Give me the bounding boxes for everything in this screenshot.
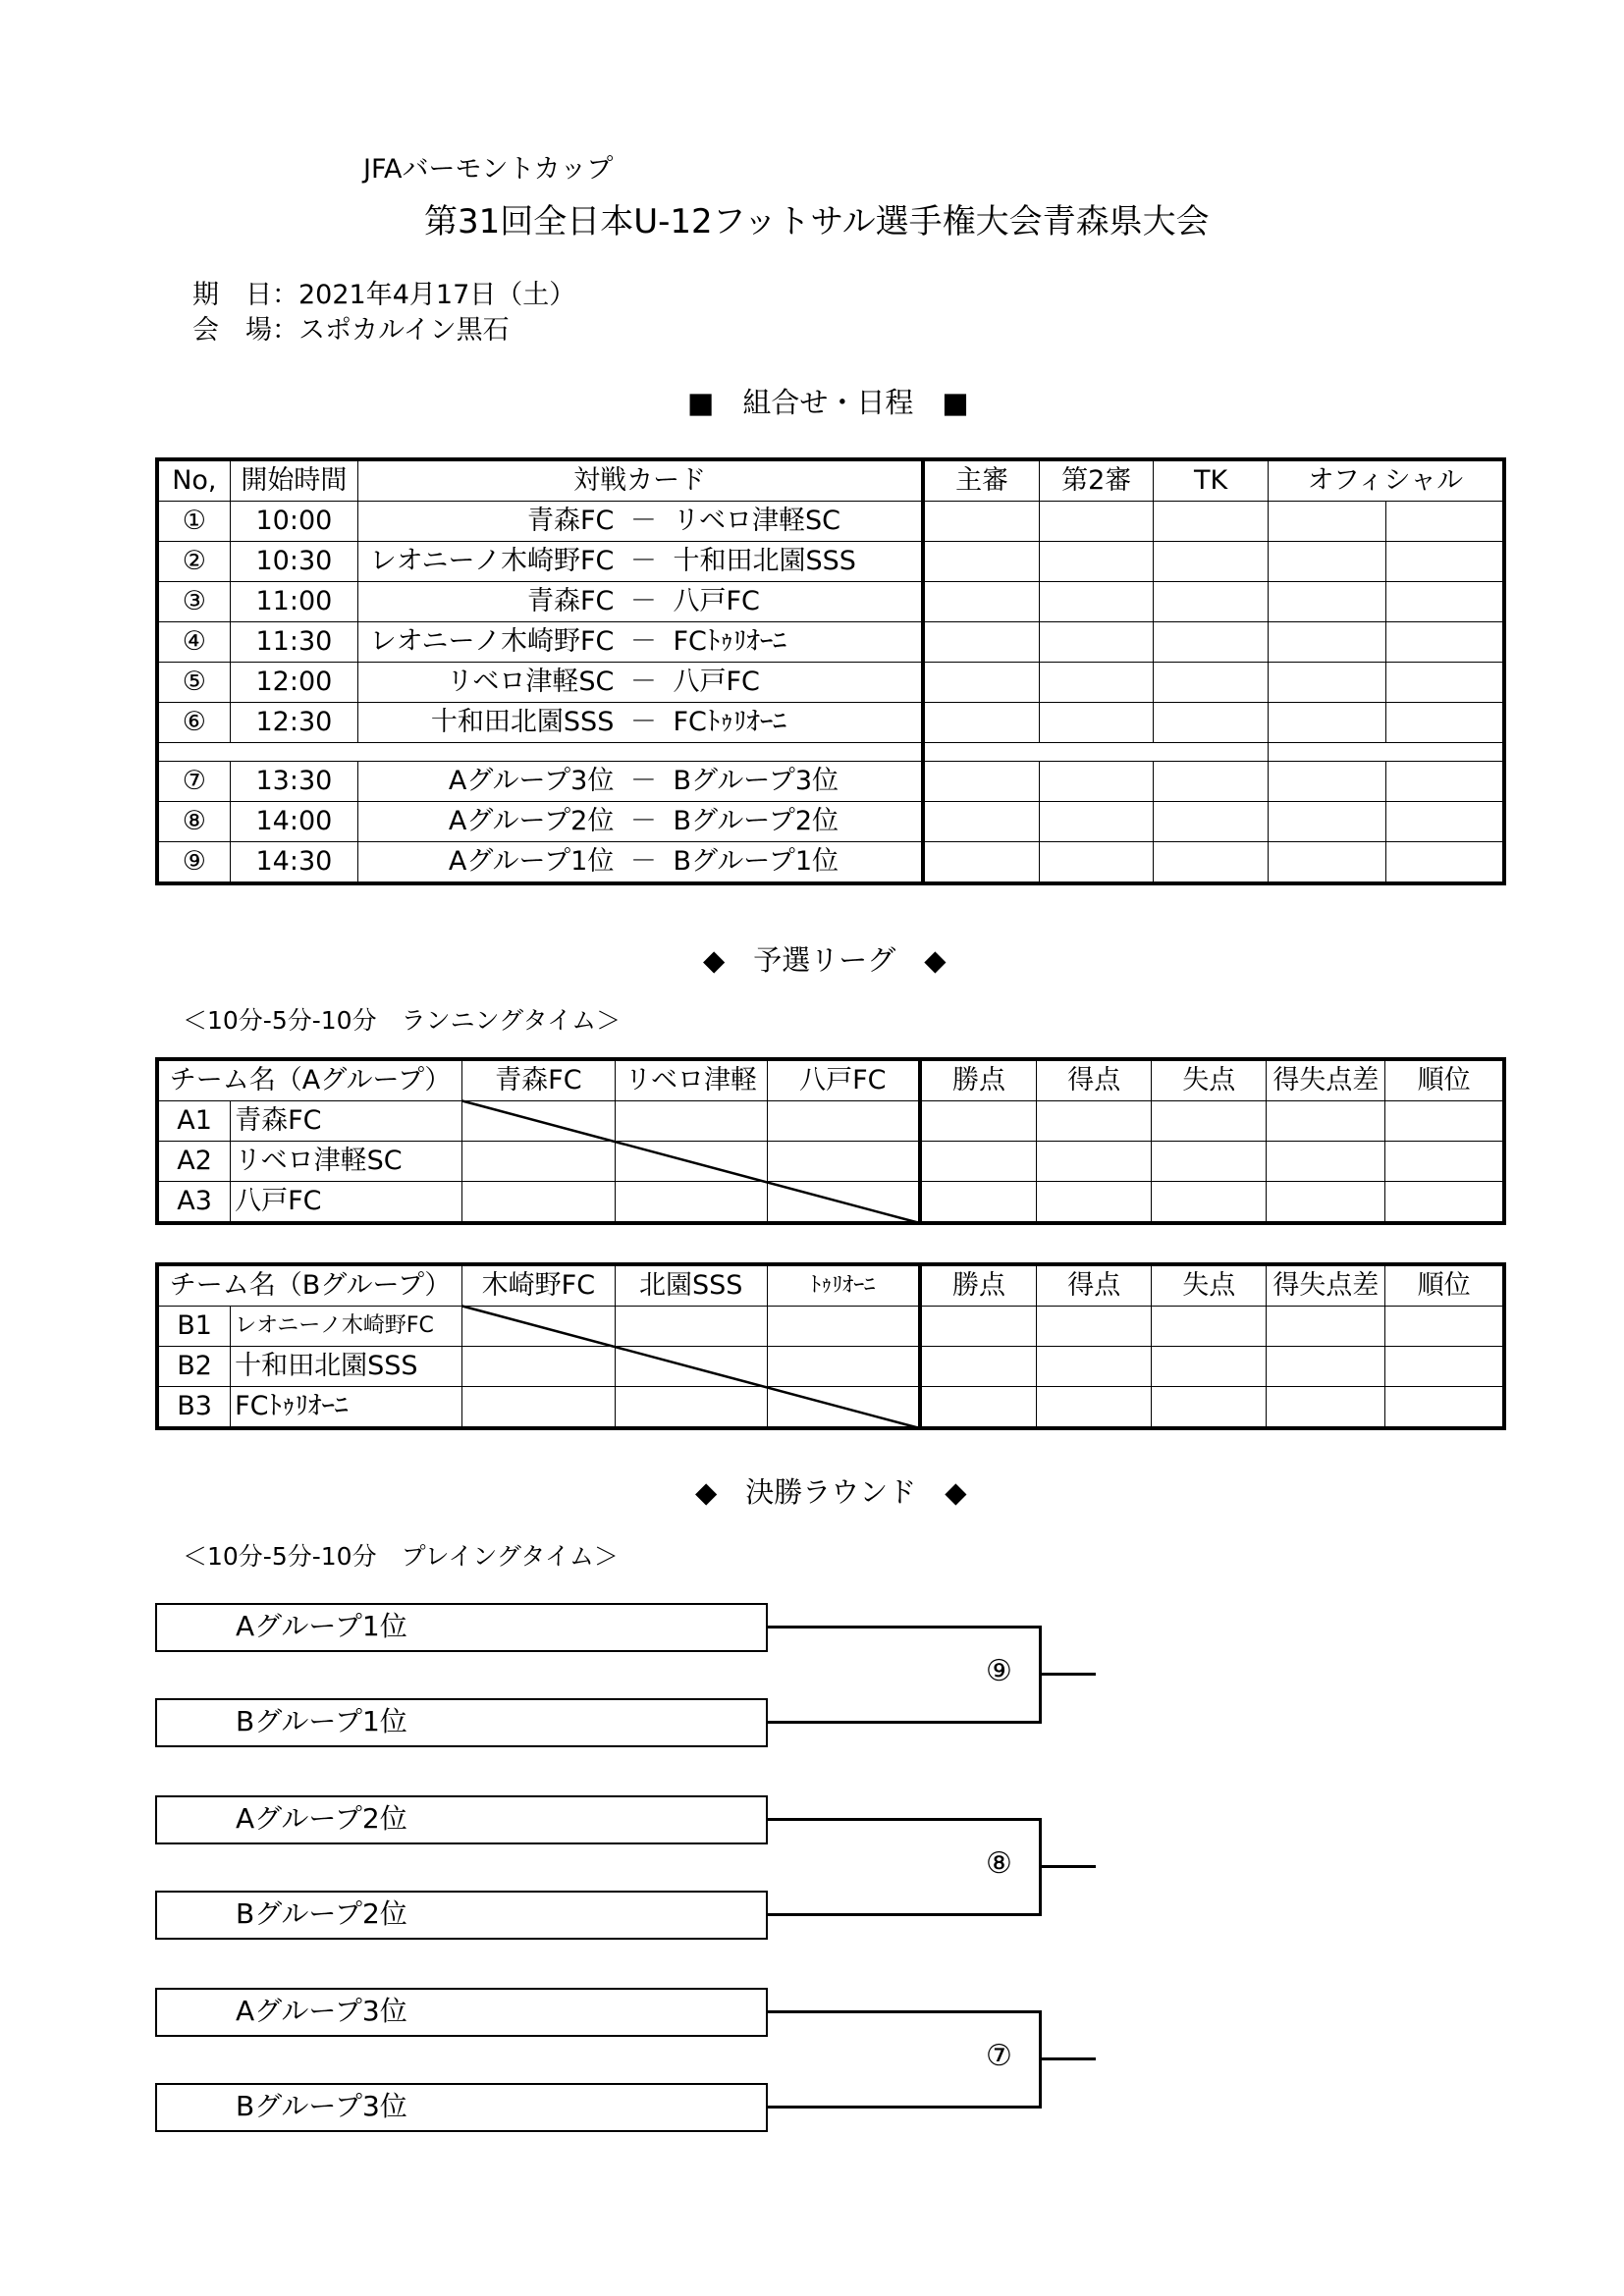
result-cell	[767, 1387, 919, 1429]
schedule-row	[157, 663, 1504, 703]
official-cell	[1268, 502, 1385, 542]
official-cell	[1268, 663, 1385, 703]
official-cell	[1386, 622, 1504, 663]
league-heading: ◆ 予選リーグ ◆	[703, 943, 947, 977]
away-team: FCﾄｩﾘｵｰﾆ	[669, 703, 923, 743]
home-team: Aグループ1位	[358, 842, 619, 884]
result-cell	[767, 1101, 919, 1142]
official-cell	[1268, 582, 1385, 622]
official-cell	[1386, 762, 1504, 802]
start-time: 14:00	[230, 802, 357, 842]
bracket-winner-line	[1039, 1673, 1096, 1676]
bracket-winner-line	[1039, 1865, 1096, 1868]
match-no: ⑨	[157, 842, 230, 884]
team-name: レオニーノ木崎野FC	[231, 1307, 462, 1347]
league-team-row	[157, 1347, 1504, 1387]
result-cell	[462, 1101, 615, 1142]
away-team: リベロ津軽SC	[669, 502, 923, 542]
home-team: レオニーノ木崎野FC	[358, 542, 619, 582]
start-time: 12:00	[230, 663, 357, 703]
league-team-row	[157, 1142, 1504, 1182]
rank-cell	[1385, 1101, 1504, 1142]
points-cell	[920, 1307, 1037, 1347]
referee-cell	[923, 622, 1039, 663]
header-no: No,	[157, 459, 230, 502]
versus-separator: －	[618, 582, 669, 622]
bracket-connector	[768, 1818, 1042, 1821]
match-no: ③	[157, 582, 230, 622]
points-cell	[920, 1142, 1037, 1182]
schedule-row	[157, 842, 1504, 884]
referee-cell	[923, 842, 1039, 884]
team-name: 八戸FC	[231, 1182, 462, 1224]
second-referee-cell	[1040, 663, 1154, 703]
points-cell	[920, 1101, 1037, 1142]
second-referee-cell	[1040, 622, 1154, 663]
stat-header: 勝点	[920, 1264, 1037, 1307]
goals-for-cell	[1037, 1182, 1152, 1224]
tk-cell	[1154, 582, 1268, 622]
away-team: 八戸FC	[669, 582, 923, 622]
official-cell	[1268, 542, 1385, 582]
goals-against-cell	[1152, 1182, 1267, 1224]
header-tk: TK	[1154, 459, 1268, 502]
goals-for-cell	[1037, 1347, 1152, 1387]
versus-separator: －	[618, 663, 669, 703]
start-time: 11:30	[230, 622, 357, 663]
goal-diff-cell	[1267, 1307, 1385, 1347]
versus-separator: －	[618, 502, 669, 542]
home-team: 青森FC	[358, 582, 619, 622]
second-referee-cell	[1040, 542, 1154, 582]
opponent-header: 青森FC	[462, 1059, 615, 1101]
versus-separator: －	[618, 703, 669, 743]
goals-for-cell	[1037, 1142, 1152, 1182]
team-name: 十和田北園SSS	[231, 1347, 462, 1387]
goals-against-cell	[1152, 1101, 1267, 1142]
tk-cell	[1154, 842, 1268, 884]
goal-diff-cell	[1267, 1101, 1385, 1142]
rank-cell	[1385, 1307, 1504, 1347]
versus-separator: －	[618, 762, 669, 802]
start-time: 14:30	[230, 842, 357, 884]
team-id: B2	[157, 1347, 231, 1387]
stat-header: 得失点差	[1267, 1059, 1385, 1101]
result-cell	[462, 1142, 615, 1182]
result-cell	[615, 1347, 767, 1387]
second-referee-cell	[1040, 802, 1154, 842]
match-no: ⑥	[157, 703, 230, 743]
referee-cell	[923, 762, 1039, 802]
referee-cell	[923, 703, 1039, 743]
official-cell	[1386, 842, 1504, 884]
bracket-slot-bottom: Bグループ3位	[155, 2083, 768, 2132]
goal-diff-cell	[1267, 1387, 1385, 1429]
team-name: 青森FC	[231, 1101, 462, 1142]
result-cell	[462, 1347, 615, 1387]
schedule-row	[157, 762, 1504, 802]
bracket-match-number: ⑧	[986, 1846, 1012, 1881]
official-cell	[1268, 622, 1385, 663]
group-title: チーム名（Bグループ）	[157, 1264, 462, 1307]
bracket-connector	[768, 1626, 1042, 1629]
match-no: ⑤	[157, 663, 230, 703]
home-team: 十和田北園SSS	[358, 703, 619, 743]
league-header-row	[157, 1059, 1504, 1101]
result-cell	[615, 1182, 767, 1224]
second-referee-cell	[1040, 762, 1154, 802]
rank-cell	[1385, 1347, 1504, 1387]
match-no: ②	[157, 542, 230, 582]
second-referee-cell	[1040, 842, 1154, 884]
away-team: 十和田北園SSS	[669, 542, 923, 582]
bracket-winner-line	[1039, 2057, 1096, 2060]
stat-header: 得点	[1037, 1059, 1152, 1101]
schedule-gap-row	[157, 743, 1504, 762]
away-team: Bグループ2位	[669, 802, 923, 842]
away-team: Bグループ1位	[669, 842, 923, 884]
bracket-slot-top: Aグループ3位	[155, 1988, 768, 2037]
schedule-header-row	[157, 459, 1504, 502]
header-card: 対戦カード	[358, 459, 924, 502]
match-no: ①	[157, 502, 230, 542]
official-cell	[1386, 703, 1504, 743]
tk-cell	[1154, 622, 1268, 663]
official-cell	[1386, 502, 1504, 542]
team-id: A1	[157, 1101, 231, 1142]
group-b-table	[155, 1262, 1506, 1430]
match-no: ⑧	[157, 802, 230, 842]
referee-cell	[923, 663, 1039, 703]
start-time: 10:00	[230, 502, 357, 542]
versus-separator: －	[618, 542, 669, 582]
official-cell	[1386, 542, 1504, 582]
result-cell	[767, 1142, 919, 1182]
bracket-connector	[768, 2010, 1042, 2013]
start-time: 10:30	[230, 542, 357, 582]
opponent-header: 木崎野FC	[462, 1264, 615, 1307]
points-cell	[920, 1182, 1037, 1224]
versus-separator: －	[618, 622, 669, 663]
opponent-header: 北園SSS	[615, 1264, 767, 1307]
rank-cell	[1385, 1182, 1504, 1224]
official-cell	[1268, 842, 1385, 884]
official-cell	[1268, 762, 1385, 802]
goals-against-cell	[1152, 1347, 1267, 1387]
start-time: 13:30	[230, 762, 357, 802]
bracket-slot-top: Aグループ1位	[155, 1603, 768, 1652]
stat-header: 順位	[1385, 1059, 1504, 1101]
league-header-row	[157, 1264, 1504, 1307]
second-referee-cell	[1040, 703, 1154, 743]
tk-cell	[1154, 663, 1268, 703]
opponent-header: 八戸FC	[767, 1059, 919, 1101]
home-team: リベロ津軽SC	[358, 663, 619, 703]
goal-diff-cell	[1267, 1142, 1385, 1182]
result-cell	[615, 1142, 767, 1182]
official-cell	[1386, 582, 1504, 622]
goals-for-cell	[1037, 1101, 1152, 1142]
tk-cell	[1154, 703, 1268, 743]
opponent-header: ﾄｩﾘｵｰﾆ	[767, 1264, 919, 1307]
team-name: FCﾄｩﾘｵｰﾆ	[231, 1387, 462, 1429]
goal-diff-cell	[1267, 1182, 1385, 1224]
result-cell	[615, 1307, 767, 1347]
rank-cell	[1385, 1387, 1504, 1429]
team-id: B1	[157, 1307, 231, 1347]
tk-cell	[1154, 762, 1268, 802]
points-cell	[920, 1347, 1037, 1387]
result-cell	[615, 1101, 767, 1142]
home-team: 青森FC	[358, 502, 619, 542]
home-team: Aグループ2位	[358, 802, 619, 842]
bracket-slot-top: Aグループ2位	[155, 1795, 768, 1844]
result-cell	[462, 1307, 615, 1347]
league-team-row	[157, 1307, 1504, 1347]
stat-header: 失点	[1152, 1264, 1267, 1307]
bracket-connector	[768, 1721, 1042, 1724]
goals-for-cell	[1037, 1387, 1152, 1429]
home-team: Aグループ3位	[358, 762, 619, 802]
points-cell	[920, 1387, 1037, 1429]
header-referee: 主審	[923, 459, 1039, 502]
goals-against-cell	[1152, 1307, 1267, 1347]
header-official: オフィシャル	[1268, 459, 1504, 502]
league-team-row	[157, 1387, 1504, 1429]
versus-separator: －	[618, 842, 669, 884]
bracket-slot-bottom: Bグループ1位	[155, 1698, 768, 1747]
result-cell	[767, 1182, 919, 1224]
referee-cell	[923, 542, 1039, 582]
tk-cell	[1154, 502, 1268, 542]
finals-heading: ◆ 決勝ラウンド ◆	[695, 1475, 967, 1509]
referee-cell	[923, 802, 1039, 842]
team-name: リベロ津軽SC	[231, 1142, 462, 1182]
bracket-connector	[768, 1913, 1042, 1916]
bracket-slot-bottom: Bグループ2位	[155, 1891, 768, 1940]
finals-note: ＜10分-5分-10分 プレイングタイム＞	[183, 1542, 619, 1571]
official-cell	[1386, 663, 1504, 703]
date-line	[192, 273, 575, 311]
group-a-table	[155, 1057, 1506, 1225]
away-team: 八戸FC	[669, 663, 923, 703]
referee-cell	[923, 502, 1039, 542]
team-id: B3	[157, 1387, 231, 1429]
stat-header: 勝点	[920, 1059, 1037, 1101]
result-cell	[462, 1387, 615, 1429]
tk-cell	[1154, 802, 1268, 842]
result-cell	[615, 1387, 767, 1429]
schedule-row	[157, 802, 1504, 842]
header-time: 開始時間	[230, 459, 357, 502]
official-cell	[1268, 802, 1385, 842]
away-team: Bグループ3位	[669, 762, 923, 802]
versus-separator: －	[618, 802, 669, 842]
group-title: チーム名（Aグループ）	[157, 1059, 462, 1101]
second-referee-cell	[1040, 582, 1154, 622]
bracket-match-number: ⑦	[986, 2039, 1012, 2073]
league-note: ＜10分-5分-10分 ランニングタイム＞	[183, 1006, 622, 1035]
opponent-header: リベロ津軽	[615, 1059, 767, 1101]
bracket-connector	[768, 2106, 1042, 2109]
venue-value: スポカルイン黒石	[298, 315, 510, 346]
stat-header: 得点	[1037, 1264, 1152, 1307]
goals-for-cell	[1037, 1307, 1152, 1347]
official-cell	[1268, 703, 1385, 743]
result-cell	[767, 1307, 919, 1347]
result-cell	[462, 1182, 615, 1224]
venue-line	[192, 308, 510, 347]
date-label: 期 日：	[192, 280, 298, 310]
second-referee-cell	[1040, 502, 1154, 542]
schedule-row	[157, 542, 1504, 582]
team-id: A2	[157, 1142, 231, 1182]
goal-diff-cell	[1267, 1347, 1385, 1387]
bracket-match-number: ⑨	[986, 1654, 1012, 1688]
goals-against-cell	[1152, 1142, 1267, 1182]
header-second: 第2審	[1040, 459, 1154, 502]
schedule-table	[155, 457, 1506, 885]
team-id: A3	[157, 1182, 231, 1224]
start-time: 12:30	[230, 703, 357, 743]
goals-against-cell	[1152, 1387, 1267, 1429]
official-cell	[1386, 802, 1504, 842]
page-title: 第31回全日本U-12フットサル選手権大会青森県大会	[424, 202, 1210, 241]
away-team: FCﾄｩﾘｵｰﾆ	[669, 622, 923, 663]
stat-header: 得失点差	[1267, 1264, 1385, 1307]
rank-cell	[1385, 1142, 1504, 1182]
venue-label: 会 場：	[192, 315, 298, 346]
start-time: 11:00	[230, 582, 357, 622]
league-team-row	[157, 1182, 1504, 1224]
league-team-row	[157, 1101, 1504, 1142]
tk-cell	[1154, 542, 1268, 582]
match-no: ⑦	[157, 762, 230, 802]
match-no: ④	[157, 622, 230, 663]
schedule-heading: ■ 組合せ・日程 ■	[687, 386, 969, 419]
cup-name: JFAバーモントカップ	[363, 154, 614, 185]
schedule-row	[157, 703, 1504, 743]
schedule-row	[157, 582, 1504, 622]
stat-header: 順位	[1385, 1264, 1504, 1307]
stat-header: 失点	[1152, 1059, 1267, 1101]
schedule-row	[157, 502, 1504, 542]
schedule-row	[157, 622, 1504, 663]
home-team: レオニーノ木崎野FC	[358, 622, 619, 663]
referee-cell	[923, 582, 1039, 622]
date-value: 2021年4月17日（土）	[298, 280, 576, 310]
result-cell	[767, 1347, 919, 1387]
